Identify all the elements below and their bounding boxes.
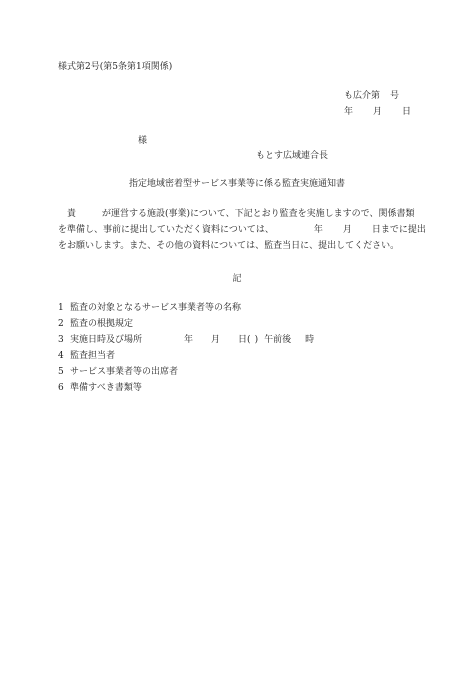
list-item: [58, 302, 241, 314]
document-number: [344, 90, 399, 102]
list-item: [58, 318, 133, 330]
item-day: 日(: [238, 335, 251, 345]
item-year: 年: [184, 335, 194, 345]
item-month: 月: [211, 335, 221, 345]
body-line-2: [58, 224, 426, 236]
item-number: 2: [58, 319, 64, 329]
doc-number-prefix: も広介第: [344, 91, 381, 101]
item-text: 準備すべき書類等: [70, 383, 142, 393]
sender: もとす広域連合長: [256, 151, 329, 161]
item-ampm: 午前後: [264, 335, 292, 345]
list-item: [58, 350, 115, 362]
date-day: 日: [402, 107, 412, 117]
form-number: 様式第2号(第5条第1項関係): [58, 62, 173, 72]
item-text: 実施日時及び場所: [70, 335, 143, 345]
item-number: 4: [58, 351, 64, 361]
item-number: 3: [58, 335, 64, 345]
list-item: [58, 382, 142, 394]
item-text: 監査の根拠規定: [70, 319, 134, 329]
ki-heading: 記: [232, 274, 242, 284]
document-title: 指定地域密着型サービス事業等に係る監査実施通知書: [128, 179, 345, 189]
body-line-1: [58, 208, 415, 220]
item-number: 5: [58, 367, 64, 377]
body-line-3: をお願いします。また、その他の資料については、監査当日に、提出してください。: [58, 241, 400, 251]
body-deadline-year: 年: [313, 225, 323, 235]
date-month: 月: [373, 107, 383, 117]
item-text: 監査担当者: [70, 351, 116, 361]
item-text: サービス事業者等の出席者: [70, 367, 179, 377]
list-item: [58, 334, 314, 346]
item-paren-close: ): [254, 335, 259, 345]
date-year: 年: [344, 107, 354, 117]
body-text-1: が運営する施設(事業)について、下記とおり監査を実施しますので、関係書類: [102, 209, 415, 219]
body-deadline-month: 月: [342, 225, 352, 235]
body-honorific: 貴: [67, 209, 77, 219]
issue-date: [344, 106, 411, 118]
body-text-2: を準備し、事前に提出していただく資料については、: [58, 225, 274, 235]
item-hour: 時: [305, 335, 315, 345]
body-text-2b: 日までに提出: [371, 225, 426, 235]
list-item: [58, 366, 178, 378]
item-number: 1: [58, 303, 64, 313]
item-number: 6: [58, 383, 64, 393]
item-text: 監査の対象となるサービス事業者等の名称: [70, 303, 242, 313]
doc-number-suffix: 号: [390, 91, 400, 101]
addressee: 様: [138, 136, 148, 146]
